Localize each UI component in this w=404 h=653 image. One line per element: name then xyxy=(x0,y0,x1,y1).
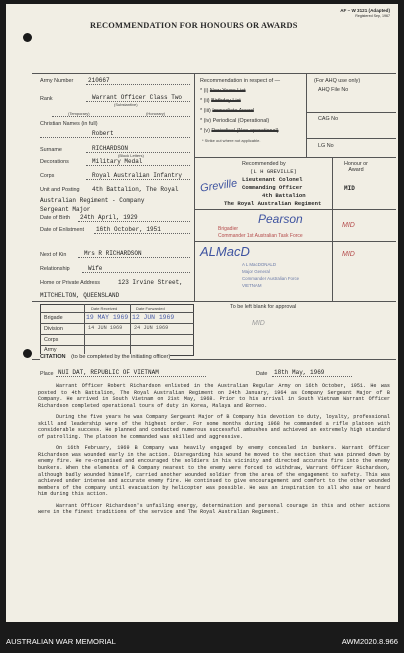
brigadier-command: Commander 1st Australian Task Force xyxy=(218,233,303,239)
signature-general: ALMacD xyxy=(200,244,250,259)
strike-note: * Strike out where not applicable. xyxy=(202,138,261,143)
date-forwarded-header: Date Forwarded xyxy=(136,306,165,311)
form-registered: Registered Sep, 1967 xyxy=(355,14,390,18)
recommender-regiment: The Royal Australian Regiment xyxy=(224,200,322,207)
citation-paragraph: On 16th February, 1969 B Company was heavily engaged by enemy concealed in bunkers. Warrant Officer Richardson was wounded early in the action. Disregarding his wound he moved to the section that was pinned down by enemy fire. He re-organised and encouraged the soldiers in his vicinity and directed accurate fire into the enemy bunkers. When the elements of B Company nearest to the enemy were forced to withdraw, Warrant Officer Richardson, although badly wounded himself, carried another wounded soldier from the area of the engagement to safety. This was achieved under intense and accurate enemy fire. He continued to give encouragement and comfort to the other wounded members of the company until evacuation by helicopter was possible. He was an inspiration to all who saw or heard him during this action. xyxy=(38,445,390,498)
citation-label: CITATION (to be completed by the initiating officer) xyxy=(40,354,171,360)
rank-honorary: (Honorary) xyxy=(146,111,166,116)
row-army-label: Army xyxy=(44,347,57,353)
corps-label: Corps xyxy=(40,173,55,179)
unit-line2: Australian Regiment - Company xyxy=(40,197,145,204)
row-brigade-label: Brigade xyxy=(44,315,63,321)
citation-paragraph: During the five years he was Company Sergeant Major of B Company his devotion to duty, loyalty, professional skill and leadership were of the highest order. For some months during 1968 he commanded a rifle platoon with considerable success. He planned and conducted numerous successful ambushes and achieved an extremely high standard of patrolling. The platoon he commanded was skilled and aggressive. xyxy=(38,414,390,440)
surname: RICHARDSON xyxy=(92,145,129,152)
row-corps-label: Corps xyxy=(44,337,59,343)
general-name: A L MacDONALD xyxy=(242,262,276,267)
next-of-kin: Mrs R RICHARDSON xyxy=(84,250,142,257)
christian-names: Robert xyxy=(92,130,114,137)
rank: Warrant Officer Class Two xyxy=(92,94,183,101)
form-code: AF – W 3121 (Adapted) xyxy=(340,8,390,13)
award-co: MID xyxy=(344,185,355,192)
recommender-role: Commanding Officer xyxy=(242,184,303,191)
recommendation-item: * (i) New Years List xyxy=(200,88,246,94)
general-command: Commander Australian Force xyxy=(242,276,300,281)
division-forwarded: 24 JUN 1969 xyxy=(134,325,169,331)
next-of-kin-label: Next of Kin xyxy=(40,252,67,258)
army-number: 210667 xyxy=(88,77,110,84)
signature-greville: Greville xyxy=(199,177,238,195)
award-brigadier: MID xyxy=(342,222,355,229)
recommendation-item: * (ii) Birthday List xyxy=(200,98,241,104)
relationship-label: Relationship xyxy=(40,266,70,272)
corps: Royal Australian Infantry xyxy=(92,172,183,179)
footer-bar xyxy=(0,631,404,653)
general-rank: Major General xyxy=(242,269,270,274)
award-general: MID xyxy=(342,251,355,258)
rank-temporary: (Temporary) xyxy=(68,111,90,116)
address-label: Home or Private Address xyxy=(40,280,100,286)
citation-place: NUI DAT, REPUBLIC OF VIETNAM xyxy=(58,369,159,376)
place-label: Place xyxy=(40,371,54,377)
recommendation-label: Recommendation in respect of — xyxy=(200,78,280,84)
brigade-received: 19 MAY 1969 xyxy=(86,314,129,321)
brigade-forwarded: 12 JUN 1969 xyxy=(132,314,175,321)
citation-date: 18th May, 1969 xyxy=(274,369,325,376)
recommendation-item: * (iii) Immediate Award xyxy=(200,108,254,114)
recommender-rank: Lieutenant Colonel xyxy=(242,176,303,183)
blank-for-approval: To be left blank for approval xyxy=(230,304,297,310)
decorations-label: Decorations xyxy=(40,159,69,165)
ahq-file-no: AHQ File No xyxy=(318,87,349,93)
unit-line3: Sergeant Major xyxy=(40,206,91,213)
ahq-cag-no: CAG No xyxy=(318,116,339,122)
punch-hole xyxy=(23,349,32,358)
citation-paragraph: Warrant Officer Richardson's unfailing energy, determination and personal courage in this and other actions were in the finest traditions of the service and The Royal Australian Regiment. xyxy=(38,502,390,516)
surname-block-letters: (Block Letters) xyxy=(118,153,144,158)
recommender-unit: 4th Battalion xyxy=(262,192,306,199)
footer-accession: AWM2020.8.966 xyxy=(341,637,398,646)
citation-body xyxy=(38,383,390,521)
ahq-lg-no: LG No xyxy=(318,143,334,149)
date-received-header: Date Received xyxy=(91,306,118,311)
general-country: VIETNAM xyxy=(242,283,262,288)
relationship: Wife xyxy=(88,265,103,272)
enlistment: 16th October, 1951 xyxy=(96,226,161,233)
date-label: Date xyxy=(256,371,268,377)
christian-names-label: Christian Names (in full) xyxy=(40,121,98,127)
address-line1: 123 Irvine Street, xyxy=(118,279,183,286)
ahq-header: (For AHQ use only) xyxy=(314,78,361,84)
pencil-annotation: MID xyxy=(252,320,265,327)
dob: 24th April, 1929 xyxy=(80,214,138,221)
recommendation-item: * (v) Periodical (Non-operational) xyxy=(200,128,279,134)
signature-brigadier: Pearson xyxy=(258,212,303,226)
division-received: 14 JUN 1969 xyxy=(88,325,123,331)
brigadier-label: Brigadier xyxy=(218,226,239,232)
dob-label: Date of Birth xyxy=(40,215,70,221)
unit-label: Unit and Posting xyxy=(40,187,80,193)
citation-paragraph: Warrant Officer Robert Richardson enlisted in the Australian Regular Army on 16th October, 1951. He was posted to 4th Battalion, The Royal Australian Regiment on 24th January, 1964 as Company Sergeant Major of B Company. He arrived in South Vietnam on 21st May, 1968. Prior to his arrival in South Vietnam Warrant Officer Richardson completed operational tours of duty in Korea, Malaya and Borneo. xyxy=(38,383,390,409)
unit-line1: 4th Battalion, The Royal xyxy=(92,186,179,193)
recommended-by-header: Recommended by xyxy=(242,161,286,167)
address-line2: MITCHELTON, QUEENSLAND xyxy=(40,292,120,299)
document-page xyxy=(6,4,398,622)
rank-label: Rank xyxy=(40,96,53,102)
surname-label: Surname xyxy=(40,147,62,153)
enlistment-label: Date of Enlistment xyxy=(40,227,85,233)
recommender-name: (L H GREVILLE) xyxy=(250,168,297,175)
form-title: RECOMMENDATION FOR HONOURS OR AWARDS xyxy=(90,21,298,30)
army-number-label: Army Number xyxy=(40,78,74,84)
honour-award-header: Honour or Award xyxy=(344,161,368,173)
rank-substantive: (Substantive) xyxy=(114,102,138,107)
decorations: Military Medal xyxy=(92,158,143,165)
recommendation-item: * (iv) Periodical (Operational) xyxy=(200,118,270,124)
punch-hole xyxy=(23,33,32,42)
footer-institution: AUSTRALIAN WAR MEMORIAL xyxy=(6,637,116,646)
row-division-label: Division xyxy=(44,326,63,332)
